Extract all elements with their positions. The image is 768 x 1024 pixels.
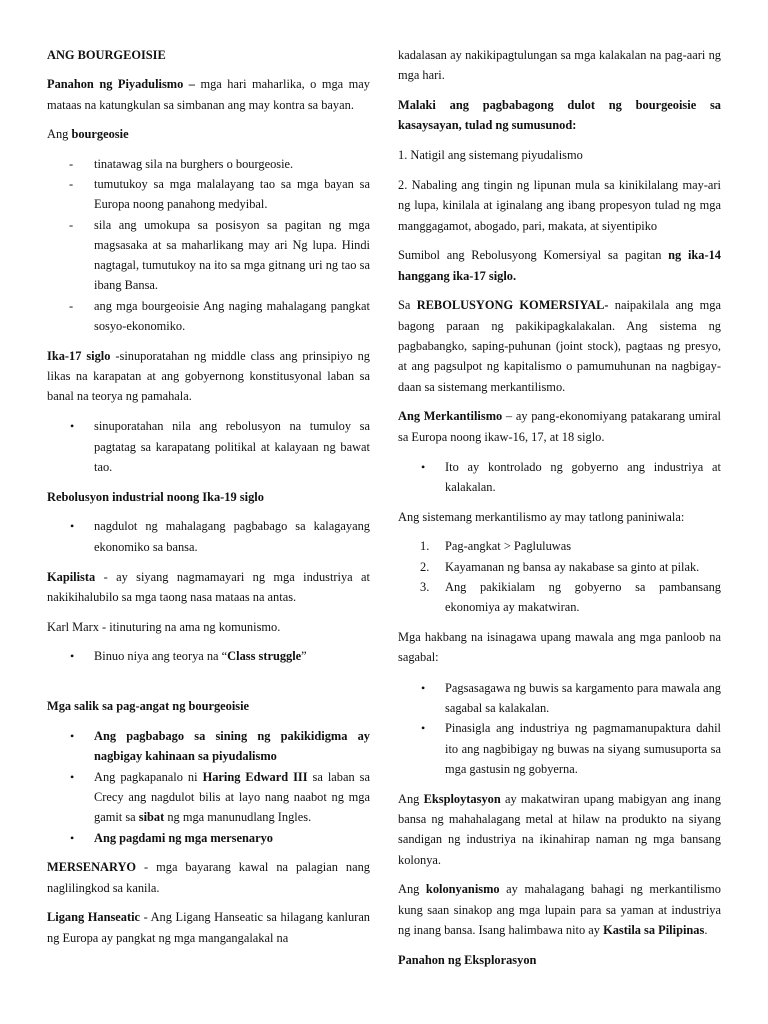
list-item: • Ang pagkapanalo ni Haring Edward III sa laban sa Crecy ang nagdulot bilis at layo nang naabot ng mga gamit sa sibat ng mga manunudlang Ingles.: [70, 769, 370, 825]
right-column: [398, 45, 721, 980]
komersiyal-paragraph: Sa REBOLUSYONG KOMERSIYAL- naipakilala ang mga bagong paraan ng pakikipagkalakalan. Ang sistema ng pagbabangko, saping-puhunan (joint stock), pagtaas ng presyo, at ang pagsulpot ng kapitalismo o pamumuhunan na nagbigay-daan sa sistemang merkantilismo.: [398, 298, 721, 394]
salik-bullet-list: [47, 726, 370, 848]
sumibol-paragraph: Sumibol ang Rebolusyong Komersiyal sa pagitan ng ika-14 hanggang ika-17 siglo.: [398, 248, 721, 283]
salik-heading: Mga salik sa pag-angat ng bourgeoisie: [47, 699, 250, 714]
list-item: - ang mga bourgeoisie Ang naging mahalagang pangkat sosyo-ekonomiko.: [69, 298, 370, 334]
marx-bullet-list: [47, 646, 370, 666]
list-item: 1. Pag-angkat > Pagluluwas: [420, 539, 572, 554]
list-item: - tumutukoy sa mga malalayang tao sa mga bayan sa Europa noong panahong medyibal.: [69, 176, 370, 212]
mersenaryo-paragraph: MERSENARYO - mga bayarang kawal na palagian nang naglilingkod sa kanila.: [47, 860, 370, 895]
industrial-heading: Rebolusyon industrial noong Ika-19 siglo: [47, 489, 264, 504]
malaki-heading: Malaki ang pagbabagong dulot ng bourgeoisie sa kasaysayan, tulad ng sumusunod:: [398, 98, 721, 133]
list-item: • Ito ay kontrolado ng gobyerno ang industriya at kalakalan.: [421, 459, 721, 494]
spacer: [47, 676, 370, 696]
left-column: [47, 45, 370, 957]
bourgeosie-intro: Ang bourgeosie: [47, 127, 129, 142]
point-1: 1. Natigil ang sistemang piyudalismo: [398, 148, 583, 163]
list-item: • Pagsasagawa ng buwis sa kargamento para mawala ang sagabal sa kalakalan.: [421, 680, 721, 716]
ligang-paragraph: Ligang Hanseatic - Ang Ligang Hanseatic sa hilagang kanluran ng Europa ay pangkat ng mga mangangalakal na: [47, 910, 371, 945]
piyudalismo-paragraph: Panahon ng Piyadulismo – mga hari maharlika, o mga may mataas na katungkulan sa simbanan ang may kontra sa bayan.: [47, 77, 370, 112]
merkantilismo-bullet-list: [398, 457, 721, 498]
merkantilismo-paragraph: Ang Merkantilismo – ay pang-ekonomiyang patakarang umiral sa Europa noong ikaw-16, 17, at 18 siglo.: [398, 409, 721, 444]
continuation-paragraph: kadalasan ay nakikipagtulungan sa mga kalakalan na pag-aari ng mga hari.: [398, 48, 721, 83]
list-item: • nagdulot ng mahalagang pagbabago sa kalagayang ekonomiko sa bansa.: [70, 519, 370, 554]
list-item: • Ang pagbabago sa sining ng pakikidigma ay nagbigay kahinaan sa piyudalismo: [70, 729, 370, 764]
point-2: 2. Nabaling ang tingin ng lipunan mula sa kinikilalang may-ari ng lupa, kinilala at iginalang ang ibang propesyon tulad ng mga manggagamot, abogado, pari, makata, at siyentipiko: [398, 177, 721, 233]
list-item: • Ang pagdami ng mga mersenaryo: [70, 830, 273, 845]
eksploytasyon-paragraph: Ang Eksploytasyon ay makatwiran upang mabigyan ang inang bansa ng mahahalagang metal at hilaw na produkto na siyang sandigan ng industriya na ikinahirap naman ng mga bansang kolonya.: [398, 791, 721, 867]
list-item: • Pinasigla ang industriya ng pagmamanupaktura dahil ito ang nagbibigay ng buwas na siyang sumusuporta sa mga gastusin ng gobyerna.: [421, 721, 721, 776]
ika17-paragraph: Ika-17 siglo -sinuporatahan ng middle class ang prinsipiyo ng likas na karapatan at ang gobyernong konstitusyonal laban sa banal na teorya ng pamahala.: [47, 348, 370, 404]
marx-paragraph: Karl Marx - itinuturing na ama ng komunismo.: [47, 619, 281, 634]
kapilista-paragraph: Kapilista - ay siyang nagmamayari ng mga industriya at nakikihalubilo sa mga taong nasa mataas na antas.: [47, 569, 370, 604]
industrial-bullet-list: [47, 516, 370, 557]
hakbang-paragraph: Mga hakbang na isinagawa upang mawala ang mga panloob na sagabal:: [398, 630, 721, 665]
hakbang-bullet-list: [398, 678, 721, 779]
list-item: • Binuo niya ang teorya na “Class struggle”: [70, 649, 307, 664]
eksplorasyon-heading: Panahon ng Eksplorasyon: [398, 952, 537, 967]
list-item: • sinuporatahan nila ang rebolusyon na tumuloy sa pagtatag sa karapatang politikal at kalayaan ng bawat tao.: [70, 419, 370, 474]
paniniwala-paragraph: Ang sistemang merkantilismo ay may tatlong paniniwala:: [398, 509, 685, 524]
list-item: - tinatawag sila na burghers o bourgeosie.: [69, 156, 294, 171]
bourgeosie-dash-list: [47, 154, 370, 337]
paniniwala-numbered-list: [398, 536, 721, 617]
list-item: 3. Ang pakikialam ng gobyerno sa pambansang ekonomiya ay makatwiran.: [420, 580, 721, 615]
kolonyanismo-paragraph: Ang kolonyanismo ay mahalagang bahagi ng merkantilismo kung saan sinakop ang mga lupain para sa yaman at industriya ng inang bansa. Isang halimbawa nito ay Kastila sa Pilipinas.: [398, 882, 722, 937]
list-item: - sila ang umokupa sa posisyon sa pagitan ng mga magsasaka at sa maharlikang may ari Ng lupa. Hindi nagtagal, tumutukoy na ito sa mga gitnang uri ng tao sa ibang Bansa.: [69, 217, 370, 293]
list-item: 2. Kayamanan ng bansa ay nakabase sa ginto at pilak.: [420, 559, 700, 574]
ika17-bullet-list: [47, 416, 370, 477]
document-title: ANG BOURGEOISIE: [47, 48, 166, 62]
